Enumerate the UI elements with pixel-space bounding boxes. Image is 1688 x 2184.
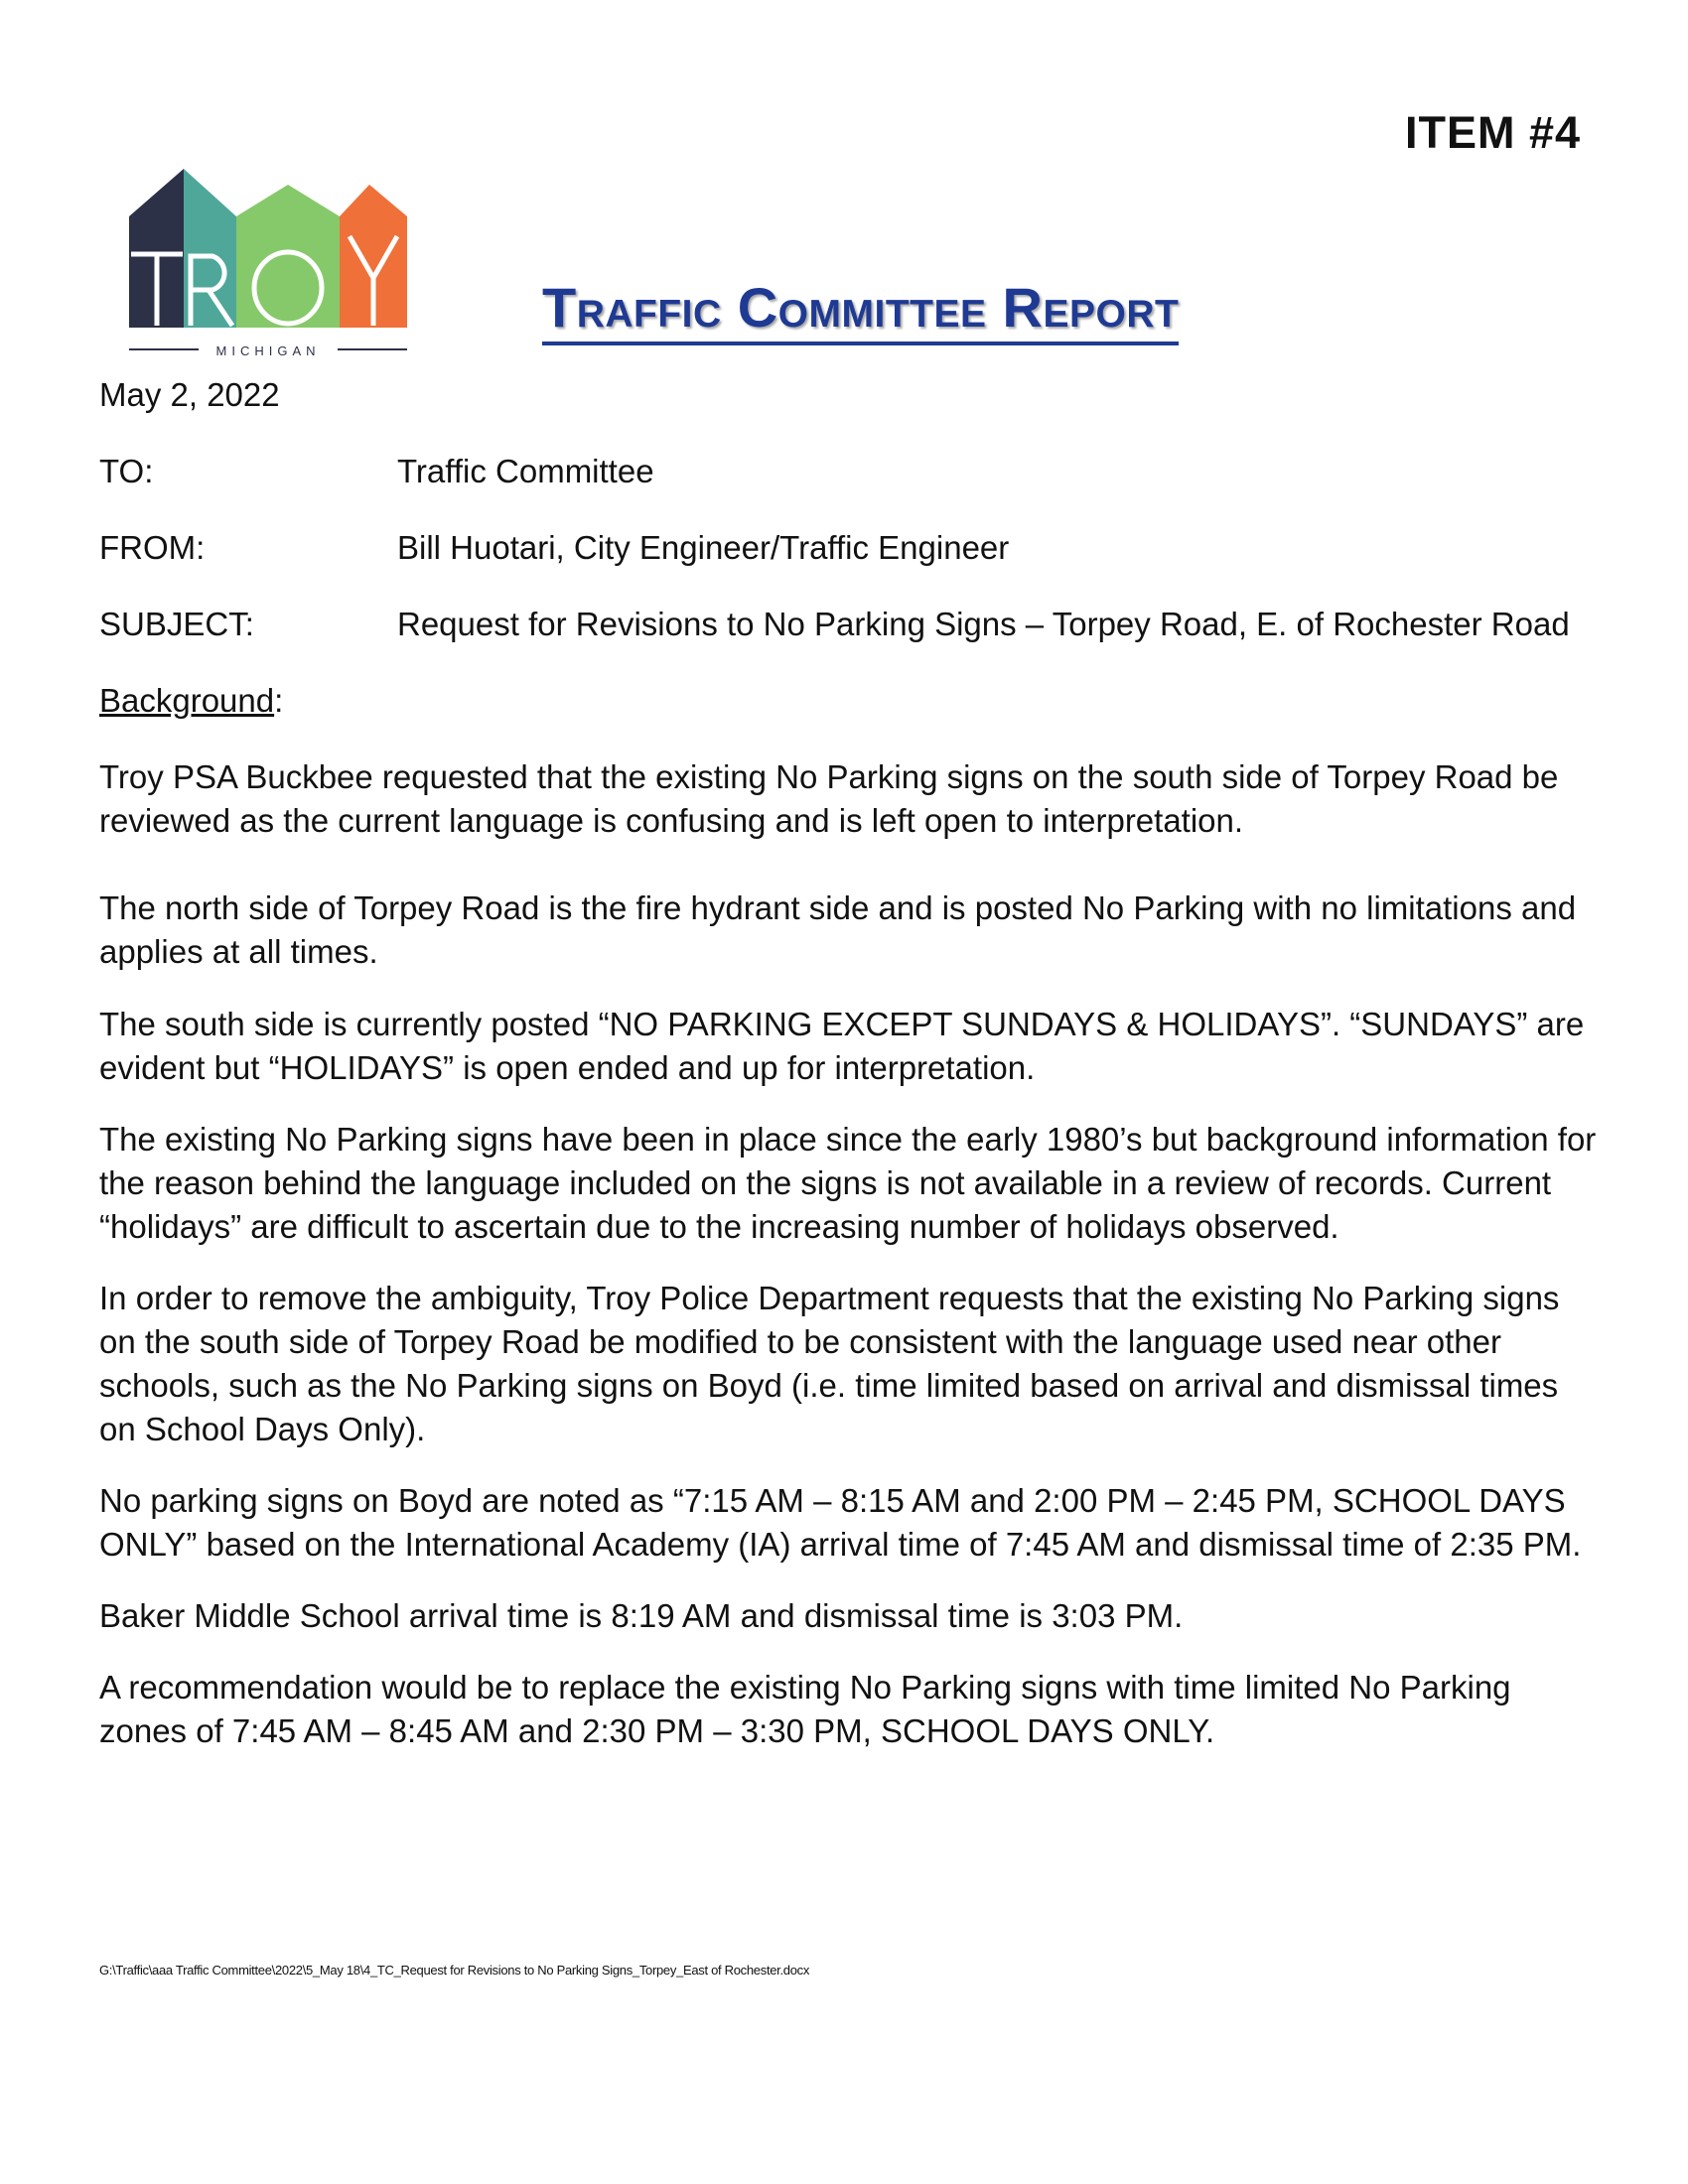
background-heading [99, 679, 283, 723]
report-title: Traffic Committee Report [542, 280, 1179, 345]
from-label: FROM: [99, 529, 206, 566]
footer-file-path: G:\Traffic\aaa Traffic Committee\2022\5_May 18\4_TC_Request for Revisions to No Parking Signs_Torpey_East of Rochester.docx [99, 1963, 810, 1978]
logo-michigan-text: MICHIGAN [215, 343, 321, 358]
to-value: Traffic Committee [397, 453, 654, 489]
paragraph-8: A recommendation would be to replace the existing No Parking signs with time limited No Parking zones of 7:45 AM – 8:45 AM and 2:30 PM – 3:30 PM, SCHOOL DAYS ONLY. [99, 1669, 1511, 1749]
paragraph-4: The existing No Parking signs have been in place since the early 1980’s but background information for the reason behind the language included on the signs is not available in a review of records. Current “holidays” are difficult to ascertain due to the increasing number of holidays observed. [99, 1121, 1597, 1245]
to-label: TO: [99, 453, 154, 489]
item-number: ITEM #4 [1404, 107, 1581, 158]
paragraph-7: Baker Middle School arrival time is 8:19 AM and dismissal time is 3:03 PM. [99, 1597, 1184, 1634]
troy-michigan-logo [129, 167, 407, 360]
from-value: Bill Huotari, City Engineer/Traffic Engineer [397, 529, 1010, 566]
background-heading-colon: : [274, 682, 284, 719]
paragraph-1: Troy PSA Buckbee requested that the existing No Parking signs on the south side of Torpey Road be reviewed as the current language is confusing and is left open to interpretation. [99, 758, 1559, 839]
paragraph-5: In order to remove the ambiguity, Troy Police Department requests that the existing No Parking signs on the south side of Torpey Road be modified to be consistent with the language used near other schools, such as the No Parking signs on Boyd (i.e. time limited based on arrival and dismissal times on School Days Only). [99, 1280, 1560, 1447]
paragraph-2: The north side of Torpey Road is the fire hydrant side and is posted No Parking with no limitations and applies at all times. [99, 889, 1577, 970]
paragraph-3: The south side is currently posted “NO PARKING EXCEPT SUNDAYS & HOLIDAYS”. “SUNDAYS” are evident but “HOLIDAYS” is open ended and up for interpretation. [99, 1006, 1585, 1086]
subject-label: SUBJECT: [99, 606, 254, 642]
report-date: May 2, 2022 [99, 376, 280, 413]
paragraph-6: No parking signs on Boyd are noted as “7:15 AM – 8:15 AM and 2:00 PM – 2:45 PM, SCHOOL DAYS ONLY” based on the International Academy (IA) arrival time of 7:45 AM and dismissal time of 2:35 PM. [99, 1482, 1582, 1563]
subject-value: Request for Revisions to No Parking Signs – Torpey Road, E. of Rochester Road [397, 606, 1570, 642]
logo-house-green [236, 185, 340, 328]
background-heading-text: Background [99, 682, 275, 719]
